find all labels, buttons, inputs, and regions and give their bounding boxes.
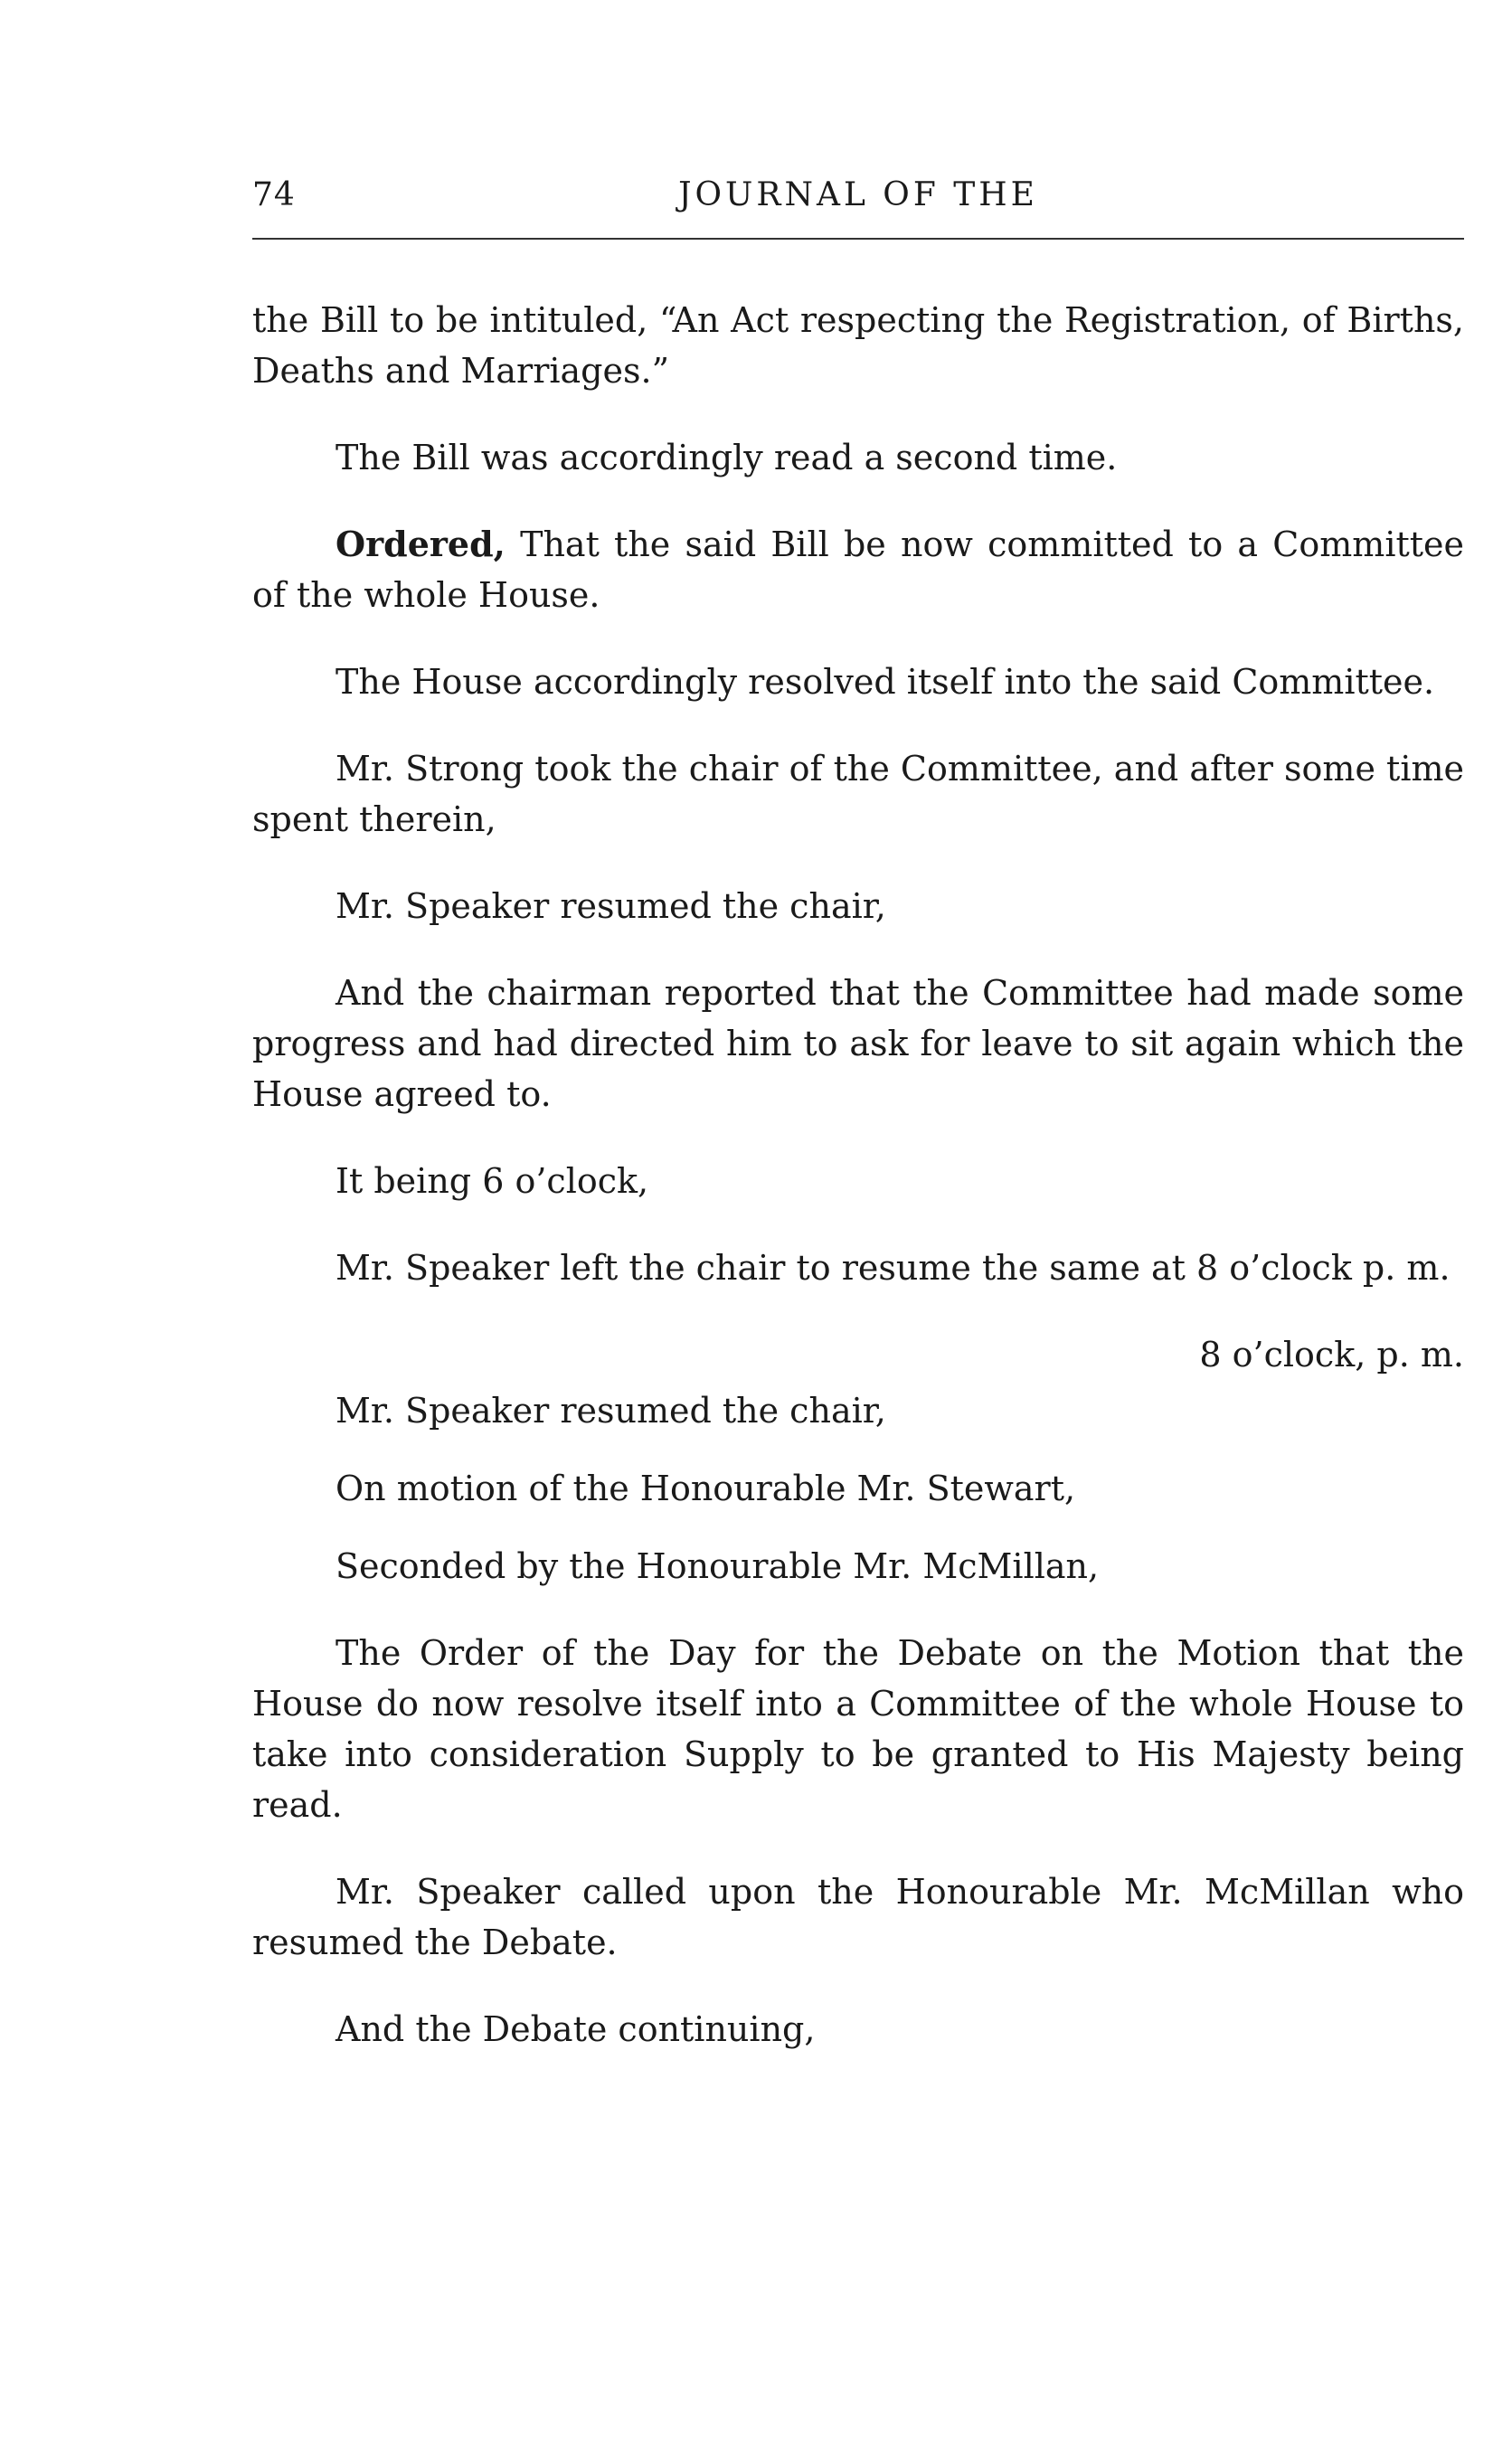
paragraph-text: 8 o’clock, p. m. bbox=[1199, 1335, 1464, 1375]
paragraph-speaker-left bbox=[252, 1242, 1464, 1293]
journal-body bbox=[252, 295, 1464, 2091]
page-number: 74 bbox=[252, 176, 296, 213]
paragraph-text: Mr. Speaker called upon the Honourable Mr. McMillan who resumed the Debate. bbox=[252, 1872, 1464, 1962]
paragraph-text: And the Debate continuing, bbox=[335, 2009, 816, 2049]
paragraph-lead: Ordered, bbox=[335, 524, 506, 564]
paragraph-text: The Bill was accordingly read a second time. bbox=[335, 438, 1118, 477]
paragraph-text: Mr. Speaker resumed the chair, bbox=[335, 886, 886, 926]
paragraph-bill-title bbox=[252, 295, 1464, 396]
paragraph-text: The Order of the Day for the Debate on the Motion that the House do now resolve itself into a Committee of the whole House to take into consideration Supply to be granted to His Majesty being read. bbox=[252, 1633, 1464, 1825]
paragraph-six-oclock bbox=[252, 1156, 1464, 1206]
paragraph-text: Mr. Speaker left the chair to resume the same at 8 o’clock p. m. bbox=[335, 1248, 1451, 1288]
paragraph-debate-continuing bbox=[252, 2004, 1464, 2055]
paragraph-text: It being 6 o’clock, bbox=[335, 1161, 649, 1201]
paragraph-second-reading bbox=[252, 432, 1464, 483]
paragraph-text: The House accordingly resolved itself into the said Committee. bbox=[335, 662, 1435, 702]
paragraph-seconded-mcmillan bbox=[252, 1541, 1464, 1592]
page-header bbox=[252, 176, 1464, 220]
paragraph-mcmillan-resumed bbox=[252, 1866, 1464, 1968]
paragraph-speaker-resumed bbox=[252, 881, 1464, 931]
paragraph-time-stamp bbox=[252, 1329, 1464, 1380]
header-rule bbox=[252, 238, 1464, 240]
paragraph-text: That the said Bill be now committed to a Committee of the whole House. bbox=[252, 524, 1464, 615]
paragraph-strong-chair bbox=[252, 743, 1464, 845]
paragraph-motion-stewart bbox=[252, 1463, 1464, 1514]
paragraph-chairman-reported bbox=[252, 968, 1464, 1120]
paragraph-text: Mr. Strong took the chair of the Committee, and after some time spent therein, bbox=[252, 749, 1464, 839]
paragraph-order-of-day bbox=[252, 1628, 1464, 1830]
paragraph-text: On motion of the Honourable Mr. Stewart, bbox=[335, 1469, 1076, 1508]
paragraph-text: the Bill to be intituled, “An Act respecting the Registration, of Births, Deaths and Marriages.” bbox=[252, 300, 1464, 391]
paragraph-text: Seconded by the Honourable Mr. McMillan, bbox=[335, 1546, 1100, 1586]
paragraph-text: And the chairman reported that the Committee had made some progress and had directed him to ask for leave to sit again which the House agreed to. bbox=[252, 973, 1464, 1114]
paragraph-ordered bbox=[252, 519, 1464, 620]
paragraph-committee-resolved bbox=[252, 657, 1464, 707]
running-head: JOURNAL OF THE bbox=[678, 176, 1038, 213]
paragraph-speaker-resumed-evening bbox=[252, 1385, 1464, 1436]
paragraph-text: Mr. Speaker resumed the chair, bbox=[335, 1391, 886, 1431]
